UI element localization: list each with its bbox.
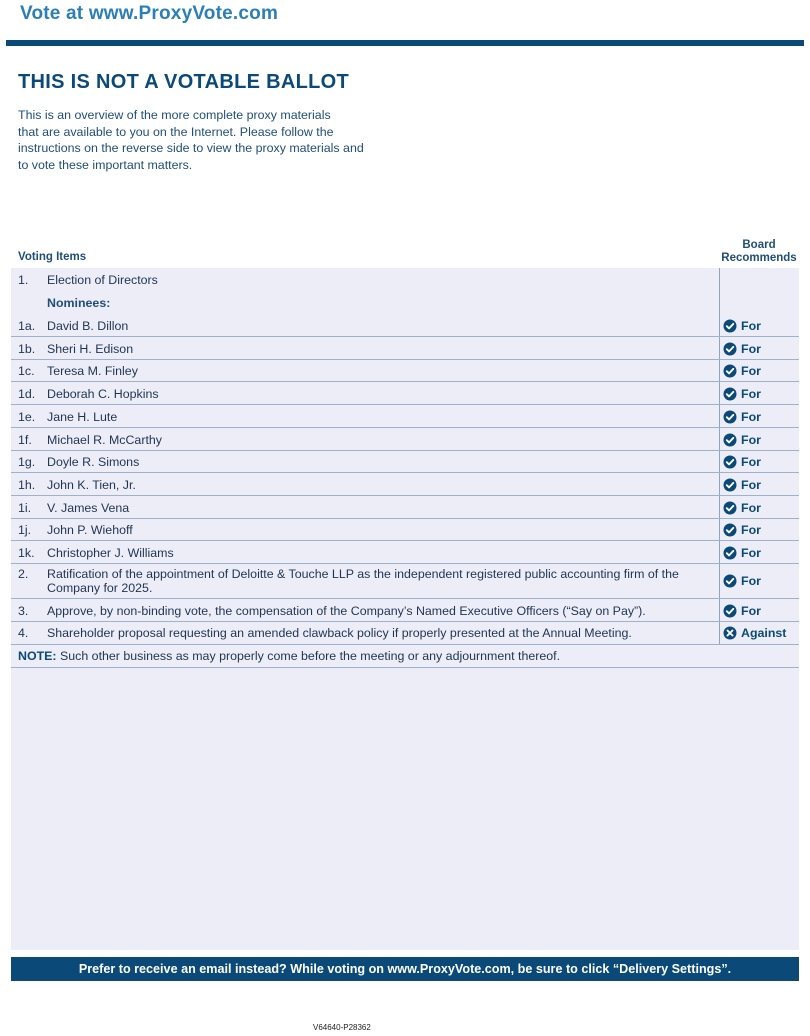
nominee-name: John P. Wiehoff — [47, 523, 133, 538]
nominee-name: V. James Vena — [47, 500, 130, 515]
check-circle-icon — [723, 574, 737, 588]
item-text-line: Ratification of the appointment of Deloitte & Touche LLP as the independent registered public accounting firm of the — [47, 567, 679, 581]
recommendation — [723, 626, 786, 640]
row-divider — [11, 667, 799, 668]
row-divider — [11, 598, 799, 599]
row-divider — [11, 381, 799, 382]
email-delivery-banner: Prefer to receive an email instead? While voting on www.ProxyVote.com, be sure to click “Delivery Settings”. — [11, 957, 799, 981]
recommendation — [723, 319, 761, 333]
row-divider — [11, 540, 799, 541]
recommendation-label: For — [741, 409, 761, 424]
recommendation — [723, 546, 761, 560]
item-number: 1d. — [18, 387, 36, 402]
recommendation-label: For — [741, 546, 761, 560]
check-circle-icon — [723, 387, 737, 401]
note-text: Such other business as may properly come before the meeting or any adjournment thereof. — [56, 649, 561, 663]
recommendation-label: For — [741, 364, 761, 379]
check-circle-icon — [723, 433, 737, 447]
recommendation — [723, 574, 761, 588]
check-circle-icon — [723, 546, 737, 560]
intro-line: This is an overview of the more complete proxy materials — [18, 108, 331, 122]
item-number: 1k. — [18, 546, 35, 560]
header-rule — [6, 40, 804, 46]
recommendation — [723, 387, 761, 401]
check-circle-icon — [723, 501, 737, 515]
nominees-label: Nominees: — [47, 296, 111, 310]
item-number: 1g. — [18, 455, 36, 470]
recommendation-label: For — [741, 523, 761, 538]
recommendation — [723, 501, 761, 515]
row-divider — [11, 495, 799, 496]
recommendation — [723, 364, 761, 378]
recommend-column-divider — [719, 268, 720, 644]
item-number: 3. — [18, 604, 29, 618]
intro-line: that are available to you on the Internet. Please follow the — [18, 124, 334, 139]
item-number: 4. — [18, 626, 29, 640]
recommendation — [723, 523, 761, 537]
recommendation-label: For — [741, 341, 761, 356]
item-text-line: Company for 2025. — [47, 581, 153, 595]
row-divider — [11, 427, 799, 428]
item-number: 1j. — [18, 523, 32, 538]
item-text: Approve, by non-binding vote, the compensation of the Company’s Named Executive Officers (“Say on Pay”). — [47, 604, 646, 618]
row-divider — [11, 336, 799, 337]
item-number: 1c. — [18, 364, 35, 379]
item-number: 1h. — [18, 477, 36, 492]
row-divider — [11, 404, 799, 405]
row-divider — [11, 644, 799, 645]
nominee-name: John K. Tien, Jr. — [47, 477, 136, 492]
recommendation-label: For — [741, 432, 761, 447]
document-code: V64640-P28362 — [313, 1023, 371, 1032]
nominee-name: Christopher J. Williams — [47, 546, 174, 560]
voting-items-header: Voting Items — [18, 251, 87, 263]
recommendation-label: For — [741, 477, 761, 492]
check-circle-icon — [723, 604, 737, 618]
intro-line: to vote these important matters. — [18, 157, 193, 172]
item-number: 1. — [18, 273, 29, 287]
check-circle-icon — [723, 523, 737, 537]
row-divider — [11, 450, 799, 451]
intro-paragraph — [18, 107, 388, 173]
nominee-name: David B. Dillon — [47, 319, 129, 333]
recommendation-label: Against — [741, 626, 787, 640]
check-circle-icon — [723, 319, 737, 333]
item-text: Election of Directors — [47, 273, 158, 287]
item-number: 2. — [18, 567, 29, 581]
item-number: 1a. — [18, 319, 36, 333]
nominee-name: Deborah C. Hopkins — [47, 387, 159, 402]
board-recommends-header — [718, 239, 800, 265]
nominee-name: Doyle R. Simons — [47, 455, 140, 470]
row-divider — [11, 518, 799, 519]
nominee-name: Sheri H. Edison — [47, 341, 134, 356]
x-circle-icon — [723, 626, 737, 640]
check-circle-icon — [723, 342, 737, 356]
recommendation-label: For — [741, 387, 761, 402]
check-circle-icon — [723, 410, 737, 424]
board-header-line: Board — [742, 239, 776, 251]
row-divider — [11, 359, 799, 360]
item-number: 1f. — [18, 432, 32, 447]
nominee-name: Michael R. McCarthy — [47, 432, 162, 447]
nominee-name: Teresa M. Finley — [47, 364, 138, 379]
recommendation — [723, 342, 761, 356]
check-circle-icon — [723, 364, 737, 378]
ballot-heading: THIS IS NOT A VOTABLE BALLOT — [18, 71, 349, 93]
recommendation-label: For — [741, 500, 761, 515]
item-number: 1i. — [18, 500, 32, 515]
intro-line: instructions on the reverse side to view the proxy materials and — [18, 141, 364, 155]
recommendation-label: For — [741, 319, 761, 333]
recommendation — [723, 433, 761, 447]
item-number: 1b. — [18, 341, 36, 356]
nominee-name: Jane H. Lute — [47, 409, 118, 424]
row-divider — [11, 563, 799, 564]
item-text: Shareholder proposal requesting an amended clawback policy if properly presented at the Annual Meeting. — [47, 626, 632, 640]
row-divider — [11, 621, 799, 622]
item-text — [47, 567, 717, 595]
vote-website-title: Vote at www.ProxyVote.com — [20, 3, 279, 24]
recommendation-label: For — [741, 604, 761, 618]
recommendation — [723, 455, 761, 469]
check-circle-icon — [723, 455, 737, 469]
item-number: 1e. — [18, 409, 36, 424]
recommendation-label: For — [741, 574, 761, 588]
row-divider — [11, 472, 799, 473]
recommendation — [723, 604, 761, 618]
check-circle-icon — [723, 478, 737, 492]
recommendation — [723, 478, 761, 492]
recommendation — [723, 410, 761, 424]
note-label: NOTE: — [18, 649, 57, 663]
note — [18, 649, 560, 663]
recommendation-label: For — [741, 455, 761, 470]
board-header-line: Recommends — [721, 252, 797, 264]
